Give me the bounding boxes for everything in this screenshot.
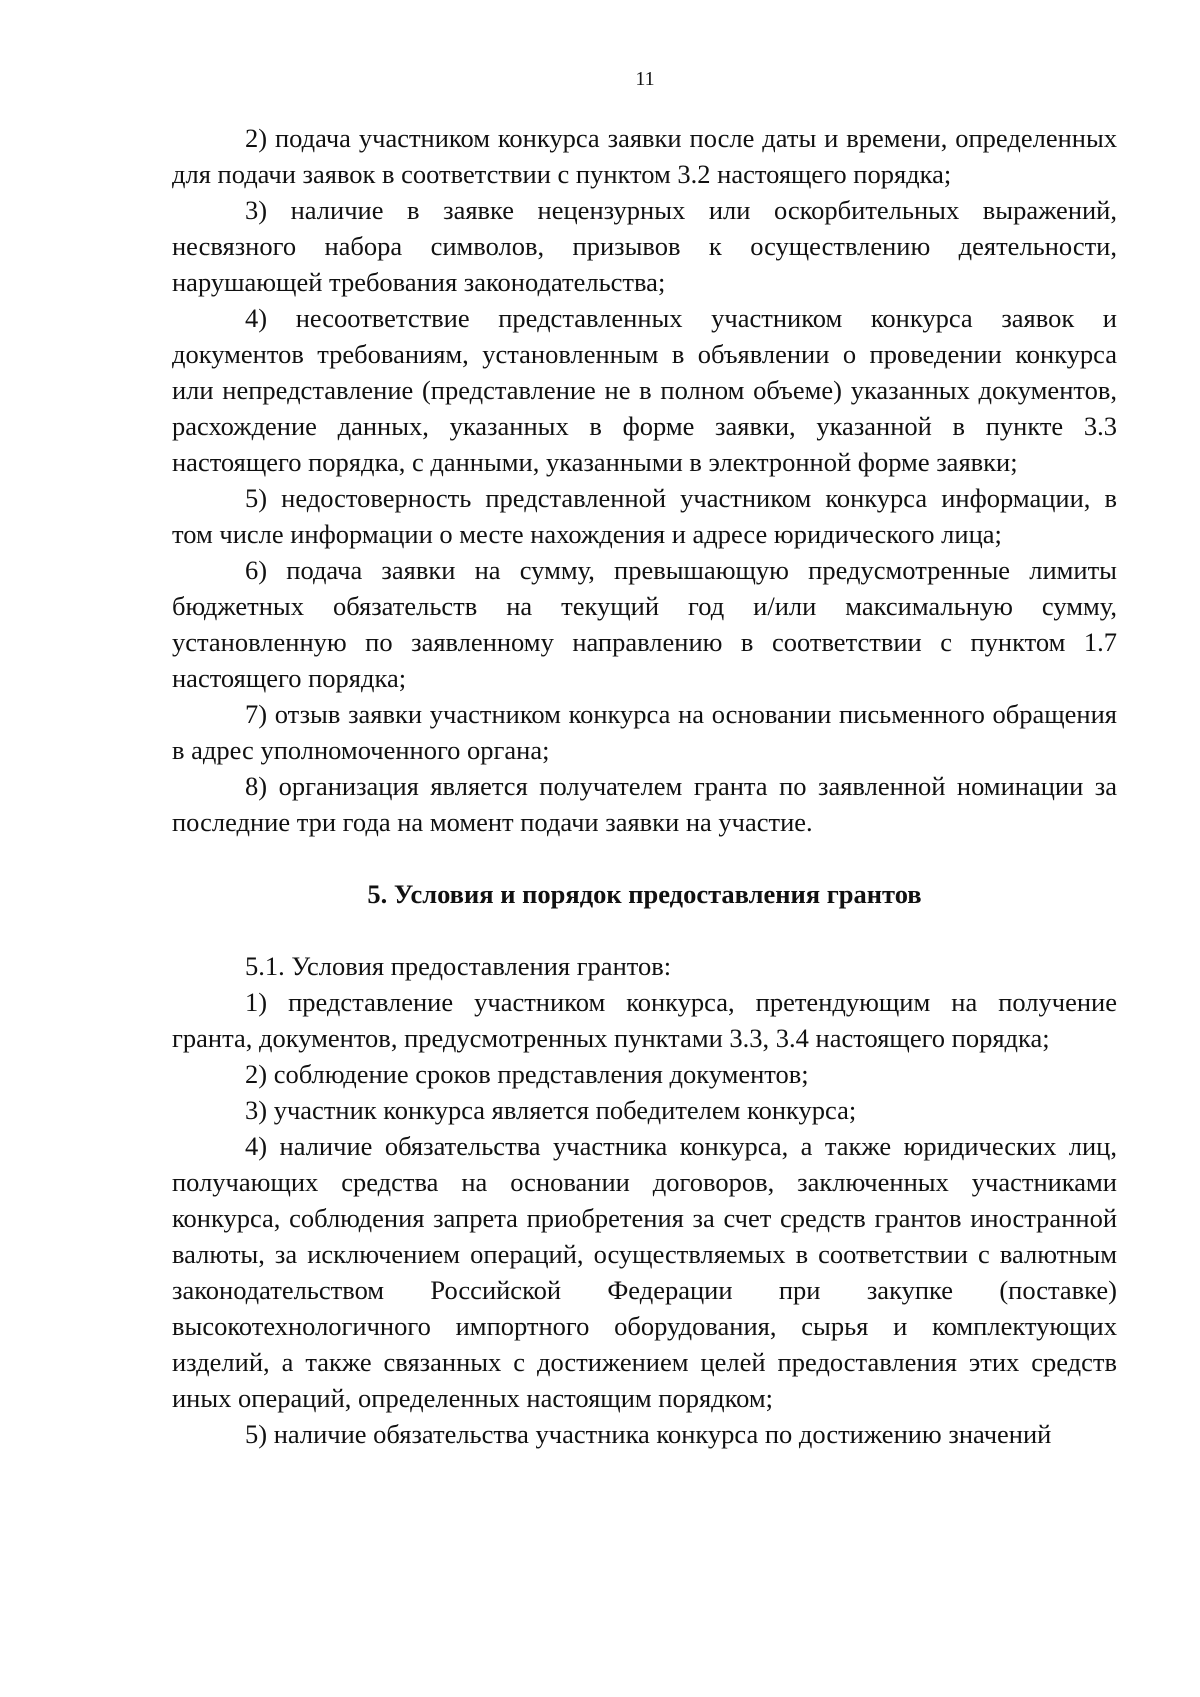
list-item: 5) наличие обязательства участника конкурса по достижению значений	[245, 1419, 1052, 1449]
list-item: 8) организация является получателем гранта по заявленной номинации за последние три года на момент подачи заявки на участие.	[172, 771, 1117, 837]
list-item: 3) наличие в заявке нецензурных или оскорбительных выражений, несвязного набора символов, призывов к осуществлению деятельности, нарушающей требования законодательства;	[172, 195, 1117, 297]
page-number: 11	[635, 68, 655, 90]
list-item: 2) подача участником конкурса заявки после даты и времени, определенных для подачи заявок в соответствии с пунктом 3.2 настоящего порядка;	[172, 123, 1117, 189]
list-item: 5) недостоверность представленной участником конкурса информации, в том числе информации о месте нахождения и адресе юридического лица;	[172, 483, 1117, 549]
list-item: 4) наличие обязательства участника конкурса, а также юридических лиц, получающих средства на основании договоров, заключенных участниками конкурса, соблюдения запрета приобретения за счет средств грантов иностранной валюты, за исключением операций, осуществляемых в соответствии с валютным законодательством Российской Федерации при закупке (поставке) высокотехнологичного импортного оборудования, сырья и комплектующих изделий, а также связанных с достижением целей предоставления этих средств иных операций, определенных настоящим порядком;	[172, 1131, 1117, 1413]
list-item: 4) несоответствие представленных участником конкурса заявок и документов требованиям, установленным в объявлении о проведении конкурса или непредставление (представление не в полном объеме) указанных документов, расхождение данных, указанных в форме заявки, указанной в пункте 3.3 настоящего порядка, с данными, указанными в электронной форме заявки;	[172, 303, 1117, 477]
list-item: 7) отзыв заявки участником конкурса на основании письменного обращения в адрес уполномоченного органа;	[172, 699, 1117, 765]
list-item: 1) представление участником конкурса, претендующим на получение гранта, документов, предусмотренных пунктами 3.3, 3.4 настоящего порядка;	[172, 987, 1117, 1053]
document-body	[172, 120, 1117, 1452]
list-item: 2) соблюдение сроков представления документов;	[245, 1059, 809, 1089]
section-heading: 5. Условия и порядок предоставления грантов	[367, 879, 922, 909]
subsection-title: 5.1. Условия предоставления грантов:	[245, 951, 672, 981]
list-item: 3) участник конкурса является победителем конкурса;	[245, 1095, 857, 1125]
list-item: 6) подача заявки на сумму, превышающую предусмотренные лимиты бюджетных обязательств на текущий год и/или максимальную сумму, установленную по заявленному направлению в соответствии с пунктом 1.7 настоящего порядка;	[172, 555, 1117, 693]
